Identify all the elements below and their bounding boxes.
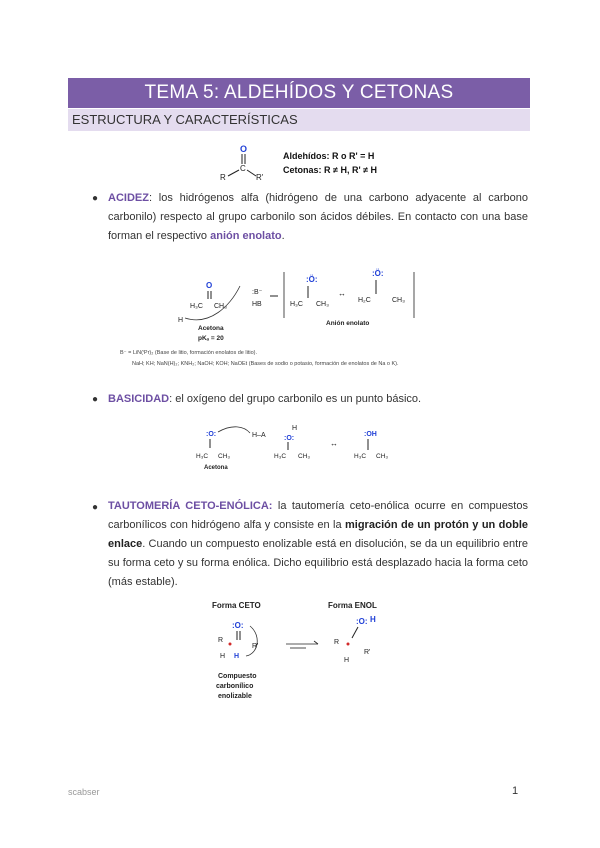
bases-note-2: NaH; KH; NaN(H)₂; KNH₂; NaOH; KOH; NaOEt (Bases de sodio o potasio, formación de enolatos de Na o K). xyxy=(132,361,399,367)
svg-text::O:: :O: xyxy=(206,431,217,438)
svg-text::O:: :O: xyxy=(284,435,295,442)
acetona-basic-label: Acetona xyxy=(204,465,228,471)
svg-text:CH₃: CH₃ xyxy=(392,297,405,304)
basicidad-reaction-figure xyxy=(196,420,416,472)
bullet-dot: ● xyxy=(92,502,99,513)
svg-text:H₃C: H₃C xyxy=(354,453,367,460)
svg-text::OH: :OH xyxy=(364,431,377,438)
caption-line-2: carbonílico xyxy=(216,683,254,690)
svg-text:H: H xyxy=(370,615,376,624)
forma-enol-label: Forma ENOL xyxy=(328,601,377,610)
tautomeria-text: la tautomería ceto-enólica ocurre en compuestos carbonílicos con hidrógeno alfa y consiste en la xyxy=(108,500,528,531)
footer-author: scabser xyxy=(68,787,100,797)
svg-text:↔: ↔ xyxy=(330,439,338,448)
svg-text:↔: ↔ xyxy=(338,289,346,298)
svg-text::O:: :O: xyxy=(232,621,244,630)
acetona-label: Acetona xyxy=(198,325,224,332)
caption-line-3: enolizable xyxy=(218,693,252,700)
svg-text:H₃C: H₃C xyxy=(290,301,303,308)
svg-text:R: R xyxy=(334,639,340,646)
r2-label: R' xyxy=(256,173,264,182)
svg-text:CH₃: CH₃ xyxy=(214,303,227,310)
r-label: R xyxy=(220,173,226,182)
tautomeria-bold: migración de un protón y un doble enlace xyxy=(108,519,528,550)
pka-label: pKₐ = 20 xyxy=(198,335,224,342)
svg-text:R: R xyxy=(218,637,224,644)
svg-text:H₂C: H₂C xyxy=(358,297,371,304)
anion-enolato-label: Anión enolato xyxy=(326,320,370,327)
tautomeria-paragraph xyxy=(108,497,528,592)
carbonyl-structure-figure xyxy=(210,140,410,184)
forma-ceto-label: Forma CETO xyxy=(212,601,261,610)
acidez-text: : los hidrógenos alfa (hidrógeno de una carbono adyacente al carbono carbonilo) respecto al grupo carbonilo son ácidos débiles. En contacto con una base forman el respectivo xyxy=(108,192,528,242)
svg-text:H: H xyxy=(344,657,350,664)
bullet-dot: ● xyxy=(92,193,99,204)
svg-text:R': R' xyxy=(364,649,371,656)
anion-enolato-keyword: anión enolato xyxy=(210,230,282,242)
bullet-dot: ● xyxy=(92,394,99,405)
aldehidos-note: Aldehídos: R o R' = H xyxy=(283,151,375,161)
svg-text:H: H xyxy=(220,653,226,660)
bases-note-1: B⁻ = LiN(ⁱPr)₂ (Base de litio, formación enolatos de litio). xyxy=(120,350,258,356)
tautomeria-figure xyxy=(196,596,416,714)
svg-text:H: H xyxy=(178,317,184,324)
section-heading: ESTRUCTURA Y CARACTERÍSTICAS xyxy=(68,109,530,131)
ha-label: H–A xyxy=(252,432,266,439)
acidez-paragraph xyxy=(108,189,528,246)
svg-text:H₃C: H₃C xyxy=(274,453,287,460)
svg-text::Ö:: :Ö: xyxy=(306,275,318,284)
svg-text:H: H xyxy=(292,425,298,432)
basicidad-text: : el oxígeno del grupo carbonilo es un punto básico. xyxy=(169,393,422,405)
page-title: TEMA 5: ALDEHÍDOS Y CETONAS xyxy=(68,78,530,108)
svg-text:CH₃: CH₃ xyxy=(376,453,389,460)
svg-text:H₃C: H₃C xyxy=(196,453,209,460)
acidez-keyword: ACIDEZ xyxy=(108,192,149,204)
svg-text:R': R' xyxy=(252,643,259,650)
base-label: :B⁻ xyxy=(252,289,263,296)
acidez-text-end: . xyxy=(281,230,285,242)
tautomeria-keyword: TAUTOMERÍA CETO-ENÓLICA: xyxy=(108,500,273,512)
tautomeria-text-end: . Cuando un compuesto enolizable está en disolución, se da un equilibrio entre su forma ceto y su forma enólica. Dicho equilibrio está desplazado hacia la forma ceto (más estable). xyxy=(108,538,528,588)
o-label: O xyxy=(240,144,248,154)
svg-text:H: H xyxy=(234,653,240,660)
basicidad-paragraph xyxy=(108,390,528,409)
acidez-reaction-figure xyxy=(110,266,530,374)
hb-label: HB xyxy=(252,301,262,308)
svg-text:H₃C: H₃C xyxy=(190,303,203,310)
svg-text:CH₃: CH₃ xyxy=(218,453,231,460)
basicidad-keyword: BASICIDAD xyxy=(108,393,170,405)
cetonas-note: Cetonas: R ≠ H, R' ≠ H xyxy=(283,165,378,175)
svg-text::Ö:: :Ö: xyxy=(372,269,384,278)
page-number: 1 xyxy=(512,785,519,797)
svg-text:O: O xyxy=(206,281,213,290)
caption-line-1: Compuesto xyxy=(218,673,257,680)
svg-text::O:: :O: xyxy=(356,617,368,626)
c-label: C xyxy=(240,164,246,173)
svg-text:CH₃: CH₃ xyxy=(298,453,311,460)
svg-text:CH₃: CH₃ xyxy=(316,301,329,308)
